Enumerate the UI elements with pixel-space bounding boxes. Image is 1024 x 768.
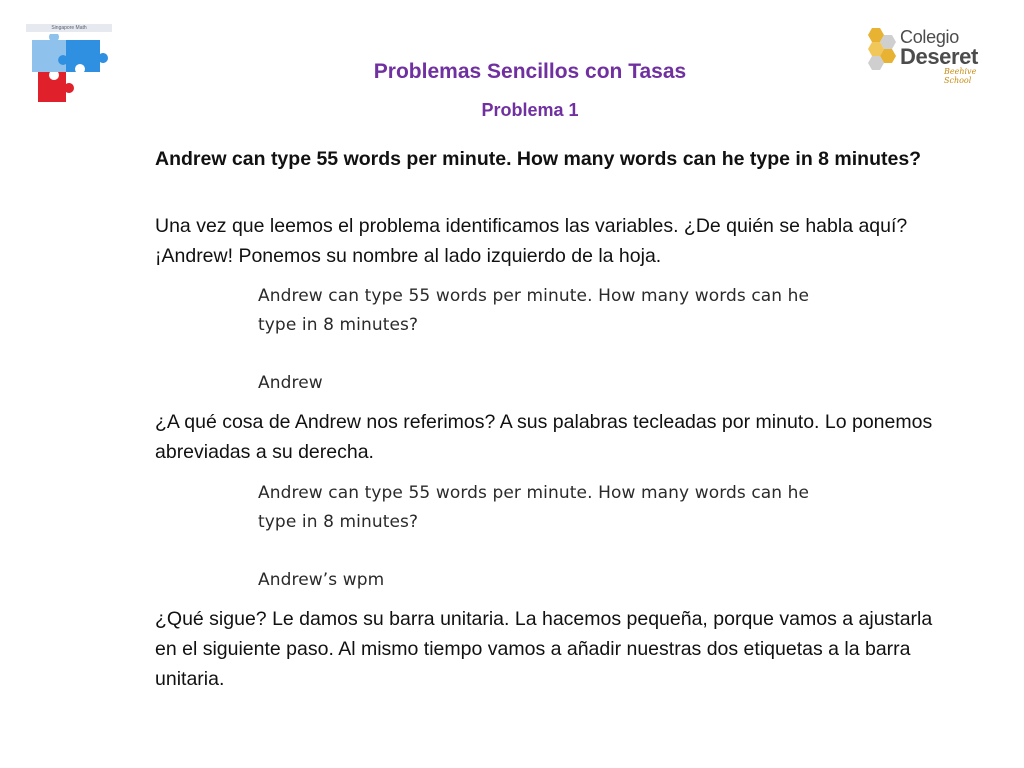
logo-word-colegio: Colegio: [900, 27, 959, 47]
page-title: Problemas Sencillos con Tasas: [373, 60, 687, 83]
example-image-2: [258, 479, 878, 593]
puzzle-logo-header: Singapore Math: [26, 24, 112, 32]
example-1-label: Andrew: [258, 373, 323, 393]
example-2-label: Andrew’s wpm: [258, 570, 385, 590]
explanation-paragraph-1: Una vez que leemos el problema identificamos las variables. ¿De quién se habla aquí? ¡Andrew! Ponemos su nombre al lado izquierdo de la hoja.: [155, 215, 908, 267]
page-subtitle: Problema 1: [481, 100, 579, 120]
logo-tagline: Beehive School: [944, 67, 977, 85]
problem-statement: Andrew can type 55 words per minute. How many words can he type in 8 minutes?: [155, 148, 922, 170]
explanation-paragraph-3: ¿Qué sigue? Le damos su barra unitaria. La hacemos pequeña, porque vamos a ajustarla en el siguiente paso. Al mismo tiempo vamos a añadir nuestras dos etiquetas a la barra unitaria.: [155, 608, 933, 690]
explanation-paragraph-2: ¿A qué cosa de Andrew nos referimos? A sus palabras tecleadas por minuto. Lo ponemos abreviadas a su derecha.: [155, 411, 933, 463]
example-image-1: [258, 282, 878, 396]
example-1-line-1: Andrew can type 55 words per minute. How many words can he: [258, 286, 810, 306]
example-2-line-2: type in 8 minutes?: [258, 512, 419, 532]
logo-word-deseret: Deseret: [900, 44, 978, 69]
example-2-line-1: Andrew can type 55 words per minute. How many words can he: [258, 483, 810, 503]
example-1-line-2: type in 8 minutes?: [258, 315, 419, 335]
